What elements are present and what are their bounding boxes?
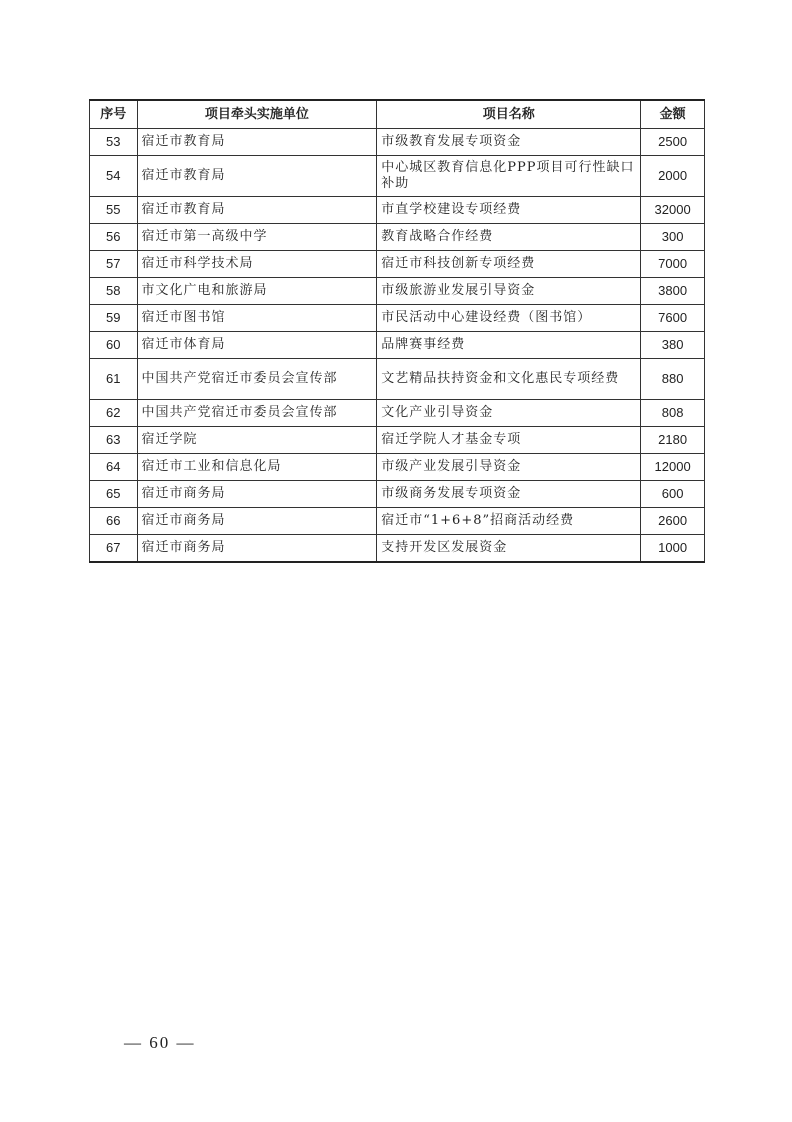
cell-serial-number: 62 <box>90 400 138 427</box>
cell-amount: 2180 <box>641 427 705 454</box>
header-lead-unit: 项目牵头实施单位 <box>137 100 377 129</box>
cell-serial-number: 67 <box>90 535 138 563</box>
cell-serial-number: 65 <box>90 481 138 508</box>
table-row <box>90 305 705 332</box>
table-row <box>90 129 705 156</box>
cell-project-name: 市民活动中心建设经费（图书馆） <box>377 305 641 332</box>
cell-project-name: 宿迁市科技创新专项经费 <box>377 251 641 278</box>
cell-lead-unit: 宿迁市教育局 <box>137 156 377 197</box>
cell-amount: 2600 <box>641 508 705 535</box>
cell-project-name: 市级商务发展专项资金 <box>377 481 641 508</box>
cell-serial-number: 54 <box>90 156 138 197</box>
cell-amount: 7600 <box>641 305 705 332</box>
table-row <box>90 481 705 508</box>
header-amount: 金额 <box>641 100 705 129</box>
cell-lead-unit: 市文化广电和旅游局 <box>137 278 377 305</box>
header-serial-number: 序号 <box>90 100 138 129</box>
cell-serial-number: 64 <box>90 454 138 481</box>
cell-project-name: 支持开发区发展资金 <box>377 535 641 563</box>
cell-serial-number: 63 <box>90 427 138 454</box>
cell-serial-number: 58 <box>90 278 138 305</box>
cell-serial-number: 55 <box>90 197 138 224</box>
cell-project-name: 教育战略合作经费 <box>377 224 641 251</box>
table-row <box>90 278 705 305</box>
cell-amount: 2500 <box>641 129 705 156</box>
header-project-name: 项目名称 <box>377 100 641 129</box>
cell-amount: 32000 <box>641 197 705 224</box>
cell-project-name: 市级旅游业发展引导资金 <box>377 278 641 305</box>
table-row <box>90 197 705 224</box>
table-row <box>90 224 705 251</box>
table-row <box>90 156 705 197</box>
page-number: — 60 — <box>124 1033 196 1052</box>
cell-project-name: 市直学校建设专项经费 <box>377 197 641 224</box>
cell-serial-number: 59 <box>90 305 138 332</box>
cell-project-name: 市级教育发展专项资金 <box>377 129 641 156</box>
cell-project-name: 品牌赛事经费 <box>377 332 641 359</box>
cell-lead-unit: 宿迁市科学技术局 <box>137 251 377 278</box>
cell-amount: 808 <box>641 400 705 427</box>
cell-serial-number: 57 <box>90 251 138 278</box>
cell-project-name: 宿迁学院人才基金专项 <box>377 427 641 454</box>
cell-lead-unit: 宿迁市工业和信息化局 <box>137 454 377 481</box>
table-row <box>90 332 705 359</box>
table-row <box>90 454 705 481</box>
cell-amount: 880 <box>641 359 705 400</box>
cell-lead-unit: 宿迁市第一高级中学 <box>137 224 377 251</box>
cell-lead-unit: 宿迁市教育局 <box>137 129 377 156</box>
cell-project-name: 市级产业发展引导资金 <box>377 454 641 481</box>
table-row <box>90 400 705 427</box>
cell-amount: 600 <box>641 481 705 508</box>
cell-amount: 12000 <box>641 454 705 481</box>
cell-serial-number: 53 <box>90 129 138 156</box>
cell-amount: 300 <box>641 224 705 251</box>
cell-serial-number: 66 <box>90 508 138 535</box>
cell-amount: 2000 <box>641 156 705 197</box>
cell-lead-unit: 宿迁市教育局 <box>137 197 377 224</box>
table-row <box>90 535 705 563</box>
project-funds-table <box>89 99 705 563</box>
cell-amount: 1000 <box>641 535 705 563</box>
table-header-row <box>90 100 705 129</box>
cell-lead-unit: 宿迁学院 <box>137 427 377 454</box>
cell-serial-number: 60 <box>90 332 138 359</box>
cell-serial-number: 61 <box>90 359 138 400</box>
table-row <box>90 251 705 278</box>
table-body <box>90 129 705 563</box>
cell-lead-unit: 中国共产党宿迁市委员会宣传部 <box>137 400 377 427</box>
table-row <box>90 508 705 535</box>
cell-project-name: 文化产业引导资金 <box>377 400 641 427</box>
cell-amount: 3800 <box>641 278 705 305</box>
cell-project-name: 文艺精品扶持资金和文化惠民专项经费 <box>377 359 641 400</box>
cell-lead-unit: 宿迁市商务局 <box>137 481 377 508</box>
cell-lead-unit: 宿迁市图书馆 <box>137 305 377 332</box>
cell-amount: 380 <box>641 332 705 359</box>
cell-amount: 7000 <box>641 251 705 278</box>
table-row <box>90 427 705 454</box>
cell-lead-unit: 宿迁市商务局 <box>137 508 377 535</box>
cell-project-name: 中心城区教育信息化PPP项目可行性缺口补助 <box>377 156 641 197</box>
cell-project-name: 宿迁市“1+6+8”招商活动经费 <box>377 508 641 535</box>
table-row <box>90 359 705 400</box>
cell-lead-unit: 宿迁市体育局 <box>137 332 377 359</box>
cell-lead-unit: 中国共产党宿迁市委员会宣传部 <box>137 359 377 400</box>
cell-serial-number: 56 <box>90 224 138 251</box>
cell-lead-unit: 宿迁市商务局 <box>137 535 377 563</box>
